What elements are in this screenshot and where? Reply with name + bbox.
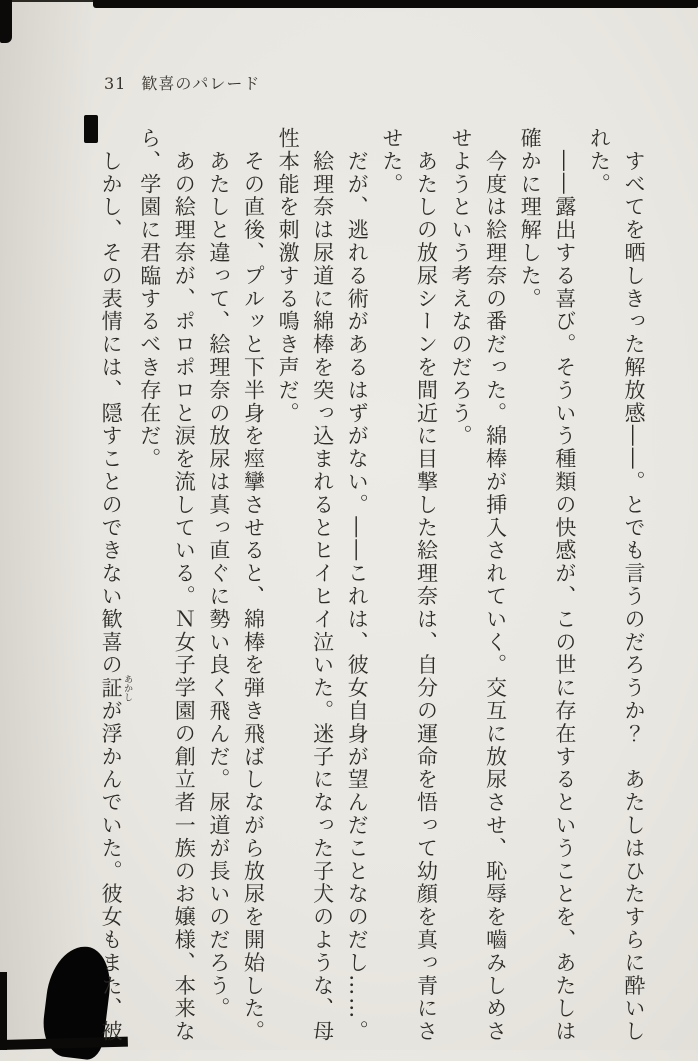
paragraph-10 xyxy=(94,127,133,1045)
paragraph-1: すべてを晒しきった解放感――。とでも言うのだろうか？ あたしはひたすらに酔いしれた。 xyxy=(587,127,646,1043)
scan-artifact-top-left-corner xyxy=(0,0,12,43)
paragraph-8: あたしと違って、絵理奈の放尿は真っ直ぐに勢い良く飛んだ。尿道が長いのだろう。 xyxy=(206,127,231,1021)
page-number: 31 xyxy=(104,74,127,93)
paragraph-10-post: が浮かんでいた。彼女もまた、被 xyxy=(99,699,124,1044)
body-text xyxy=(91,127,651,1045)
paragraph-3: 今度は絵理奈の番だった。綿棒が挿入されていく。交互に放尿させ、恥辱を嚙みしめさせようという考えなのだろう。 xyxy=(449,127,508,1043)
page-header xyxy=(104,71,260,94)
paragraph-6: 絵理奈は尿道に綿棒を突っ込まれるとヒイヒイ泣いた。迷子になった子犬のような、母性本能を刺激する鳴き声だ。 xyxy=(276,127,335,1043)
ruby-base: 証 xyxy=(99,674,124,702)
paragraph-10-pre: しかし、その表情には、隠すことのできない歓喜の xyxy=(99,127,124,677)
paragraph-7: その直後、プルッと下半身を痙攣させると、綿棒を弾き飛ばしながら放尿を開始した。 xyxy=(241,127,266,1043)
paragraph-2: ――露出する喜び。そういう種類の快感が、この世に存在するということを、あたしは確かに理解した。 xyxy=(518,127,577,1043)
chapter-title: 歓喜のパレード xyxy=(141,74,261,93)
ruby-furigana: あかし xyxy=(122,674,133,702)
paragraph-9: あの絵理奈が、ポロポロと涙を流している。Ｎ女子学園の創立者一族のお嬢様、本来なら、学園に君臨するべき存在だ。 xyxy=(137,127,197,1043)
scan-artifact-left-bottom-strip xyxy=(0,972,7,1050)
page-gutter-shadow xyxy=(0,0,92,1050)
paragraph-4: あたしの放尿シーンを間近に目撃した絵理奈は、自分の運命を悟って幼顔を真っ青にさせた。 xyxy=(379,127,439,1043)
ruby-annotation xyxy=(99,674,133,702)
scan-artifact-top-bar xyxy=(93,0,698,8)
paragraph-5: だが、逃れる術があるはずがない。――これは、彼女自身が望んだことなのだし……。 xyxy=(345,127,370,1043)
